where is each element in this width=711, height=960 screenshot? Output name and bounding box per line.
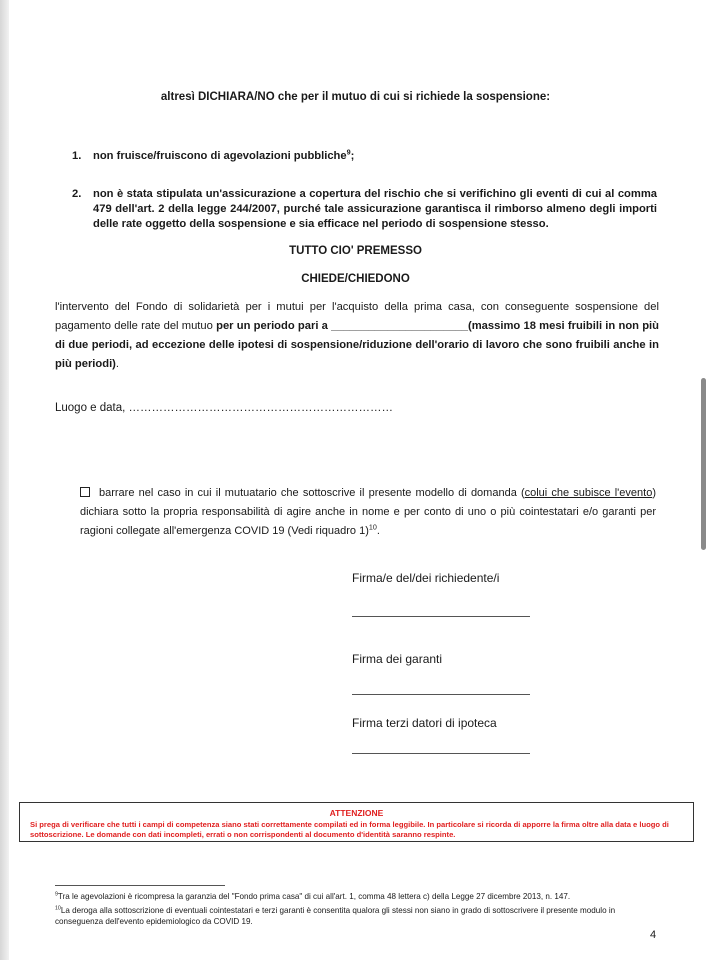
footnote-ref: 10 xyxy=(368,523,377,532)
heading-premise: TUTTO CIO' PREMESSO xyxy=(289,245,422,257)
request-period: per un periodo pari a ______________________(massimo 18 mesi fruibili in non più di due periodi, ad eccezione delle ipotesi di sospensione/riduzione dell'orario di lavoro che sono fruibili anche in più periodi) xyxy=(55,320,659,370)
footnote-ref: 9 xyxy=(346,147,351,157)
signature-applicants-line[interactable] xyxy=(352,616,530,617)
item-text: non è stata stipulata un'assicurazione a copertura del rischio che si verifichino gli eventi di cui al comma 479 dell'art. 2 della legge 244/2007, purché tale assicurazione garantisca il rimborso almeno degli importi delle rate oggetto della sospensione e sia efficace nel periodo di sospensione stesso. xyxy=(93,188,657,230)
footnote-number: 9 xyxy=(55,891,58,898)
footnote-9 xyxy=(55,892,665,903)
signature-mortgagors-label: Firma terzi datori di ipoteca xyxy=(352,716,497,730)
declaration-item-1 xyxy=(72,149,657,164)
signature-applicants-label: Firma/e del/dei richiedente/i xyxy=(352,571,500,585)
footnote-text: La deroga alla sottoscrizione di eventuali cointestatari e terzi garanti è consentita qualora gli stessi non siano in grado di sottoscrivere il presente modulo in conseguenza dell'evento epidemiologico da COVID 19. xyxy=(55,906,616,926)
signature-mortgagors-line[interactable] xyxy=(352,753,530,754)
footnote-divider xyxy=(55,885,225,886)
request-paragraph xyxy=(55,298,659,374)
cointestatari-checkbox-row xyxy=(80,484,656,541)
item-number: 1. xyxy=(72,150,82,162)
place-date-field[interactable]: Luogo e data, …………………………………………………………… xyxy=(55,402,394,414)
checkbox-tail: . xyxy=(376,525,380,537)
heading-request: CHIEDE/CHIEDONO xyxy=(301,273,410,285)
checkbox-icon[interactable] xyxy=(80,487,90,497)
page-edge-shadow xyxy=(0,0,9,960)
footnote-text: Tra le agevolazioni è ricompresa la garanzia del "Fondo prima casa" di cui all'art. 1, comma 48 lettera c) della Legge 27 dicembre 2013, n. 147. xyxy=(57,892,571,901)
item-text: non fruisce/fruiscono di agevolazioni pubbliche xyxy=(93,150,347,162)
signature-guarantors-line[interactable] xyxy=(352,694,530,695)
checkbox-text-2: ) dichiara sotto la propria responsabilità di agire anche in nome e per conto di uno o più cointestatari e/o garanti per ragioni collegate all'emergenza COVID 19 (Vedi riquadro 1) xyxy=(80,487,656,537)
request-end: . xyxy=(115,358,120,370)
attention-text: Si prega di verificare che tutti i campi di competenza siano stati correttamente compilati ed in forma leggibile. In particolare si ricorda di apporre la firma oltre alla data e luogo di sottoscrizione. Le domande con dati incompleti, errati o non corrispondenti al documento d'identità saranno respinte. xyxy=(30,820,669,839)
declaration-item-2 xyxy=(72,187,657,232)
footnote-number: 10 xyxy=(55,905,61,912)
attention-title: ATTENZIONE xyxy=(329,808,384,818)
attention-box xyxy=(19,802,694,842)
item-number: 2. xyxy=(72,188,82,200)
intro-prefix: altresì xyxy=(160,91,198,103)
footnote-10 xyxy=(55,906,665,927)
checkbox-text: barrare nel caso in cui il mutuatario che sottoscrive il presente modello di domanda ( xyxy=(99,487,525,499)
intro-suffix: che per il mutuo di cui si richiede la sospensione: xyxy=(274,91,551,103)
intro-declares: DICHIARA/NO xyxy=(197,91,275,103)
request-text: l'intervento del Fondo di solidarietà per i mutui per l'acquisto della prima casa, con conseguente sospensione del pagamento delle rate del mutuo xyxy=(55,301,659,332)
signature-guarantors-label: Firma dei garanti xyxy=(352,652,443,666)
declaration-intro xyxy=(0,91,711,103)
checkbox-underlined: colui che subisce l'evento xyxy=(524,487,653,499)
scrollbar-thumb[interactable] xyxy=(701,378,706,550)
item-tail: ; xyxy=(350,150,355,162)
page-number: 4 xyxy=(650,929,657,941)
